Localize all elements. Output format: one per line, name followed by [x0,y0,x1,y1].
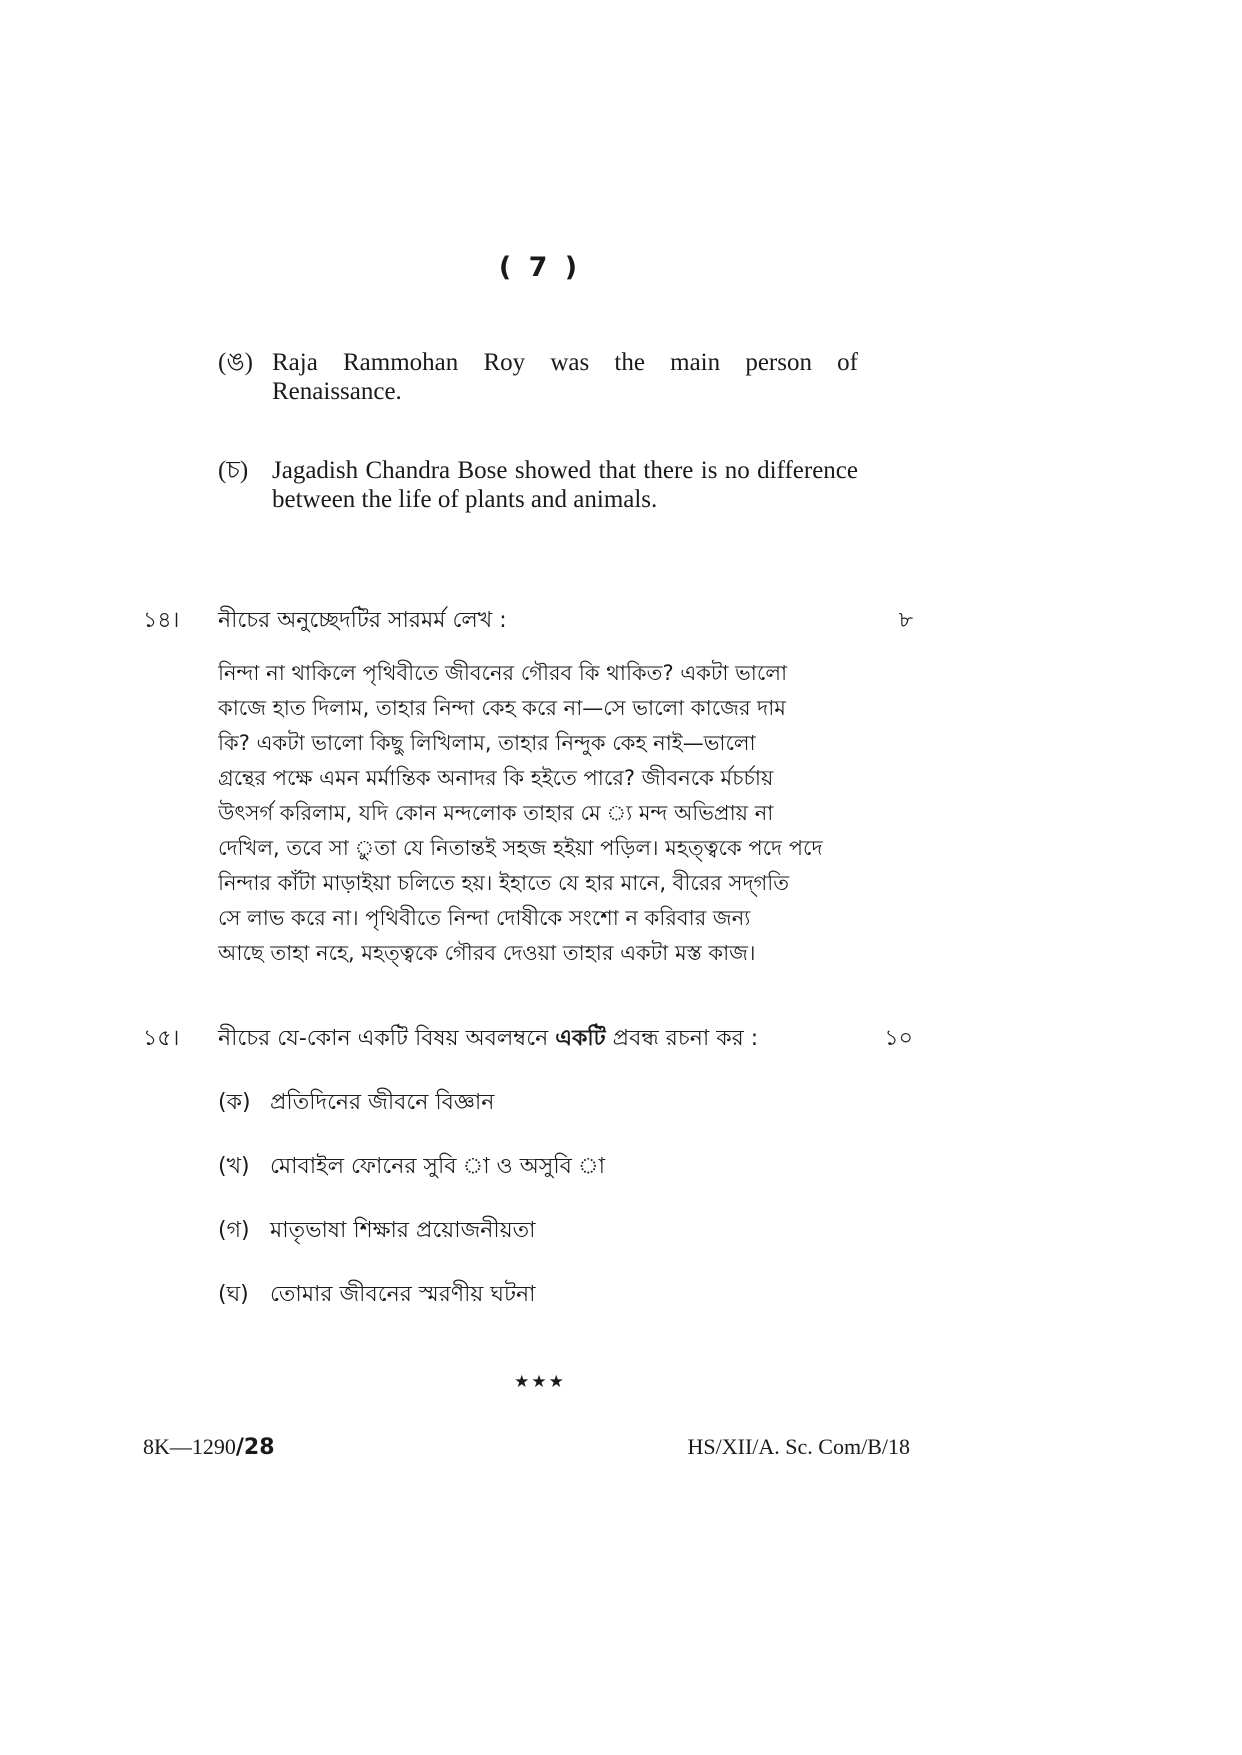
option-ga [218,1216,858,1246]
option-text: প্রতিদিনের জীবনে বিজ্ঞান [270,1090,495,1115]
question-text [218,1024,853,1054]
english-item-f [218,456,858,514]
page-number: ( 7 ) [498,252,582,283]
option-text: মোবাইল ফোনের সুবি া ও অসুবি া [270,1154,605,1179]
question-marks: ৮ [898,608,913,633]
item-label: (চ) [218,457,249,484]
passage-line: কাজে হাত দিলাম, তাহার নিন্দা কেহ করে না—সে ভালো কাজের দাম [218,696,786,720]
passage-line: গ্রন্থের পক্ষে এমন মর্মান্তিক অনাদর কি হইতে পারে? জীবনকে র্মচর্চায় [218,766,774,790]
passage-line: নিন্দা না থাকিলে পৃথিবীতে জীবনের গৌরব কি থাকিত? একটা ভালো [218,661,788,685]
option-label: (খ) [218,1154,250,1179]
passage-line: উৎসর্গ করিলাম, যদি কোন মন্দলোক তাহার মে ্য মন্দ অভিপ্রায় না [218,801,774,825]
question-marks: ১০ [884,1026,913,1051]
passage [218,656,858,971]
question-15 [143,1024,913,1054]
passage-line: আছে তাহা নহে, মহত্ত্বকে গৌরব দেওয়া তাহার একটা মস্ত কাজ। [218,941,756,965]
passage-line: দেখিল, তবে সা ুতা যে নিতান্তই সহজ হইয়া পড়িল। মহত্ত্বকে পদে পদে [218,836,823,860]
option-text: মাতৃভাষা শিক্ষার প্রয়োজনীয়তা [270,1218,536,1243]
passage-line: নিন্দার কাঁটা মাড়াইয়া চলিতে হয়। ইহাতে যে হার মানে, বীরের সদ্‌গতি [218,871,790,895]
question-number: ১৪। [143,608,180,633]
option-label: (ক) [218,1090,251,1115]
question-text-end: প্রবন্ধ রচনা কর : [605,1026,759,1051]
end-stars: ★★★ [514,1372,566,1392]
question-text-start: নীচের যে-কোন একটি বিষয় অবলম্বনে [218,1026,556,1051]
question-14 [143,606,913,636]
option-ka [218,1088,858,1118]
footer-paper-code: HS/XII/A. Sc. Com/B/18 [687,1434,910,1459]
footer-code [143,1434,275,1460]
question-number: ১৫। [143,1026,180,1051]
option-kha [218,1152,858,1182]
passage-line: সে লাভ করে না। পৃথিবীতে নিন্দা দোষীকে সংশো ন করিবার জন্য [218,906,751,930]
option-label: (ঘ) [218,1282,249,1307]
item-label: (ঙ) [218,349,253,376]
option-text: তোমার জীবনের স্মরণীয় ঘটনা [270,1282,536,1307]
option-label: (গ) [218,1218,250,1243]
item-text: Raja Rammohan Roy was the main person of Renaissance. [272,349,858,405]
option-gha [218,1280,858,1310]
english-item-e [218,348,858,406]
footer-code-bold: /28 [235,1435,275,1460]
footer-code-prefix: 8K—1290 [143,1434,236,1459]
question-text: নীচের অনুচ্ছেদটির সারমর্ম লেখ : [218,608,507,633]
question-text-emphasis: একটি [555,1026,606,1051]
item-text: Jagadish Chandra Bose showed that there is no difference between the life of plants and animals. [272,457,858,513]
passage-line: কি? একটা ভালো কিছু লিখিলাম, তাহার নিন্দুক কেহ নাই—ভালো [218,731,756,755]
